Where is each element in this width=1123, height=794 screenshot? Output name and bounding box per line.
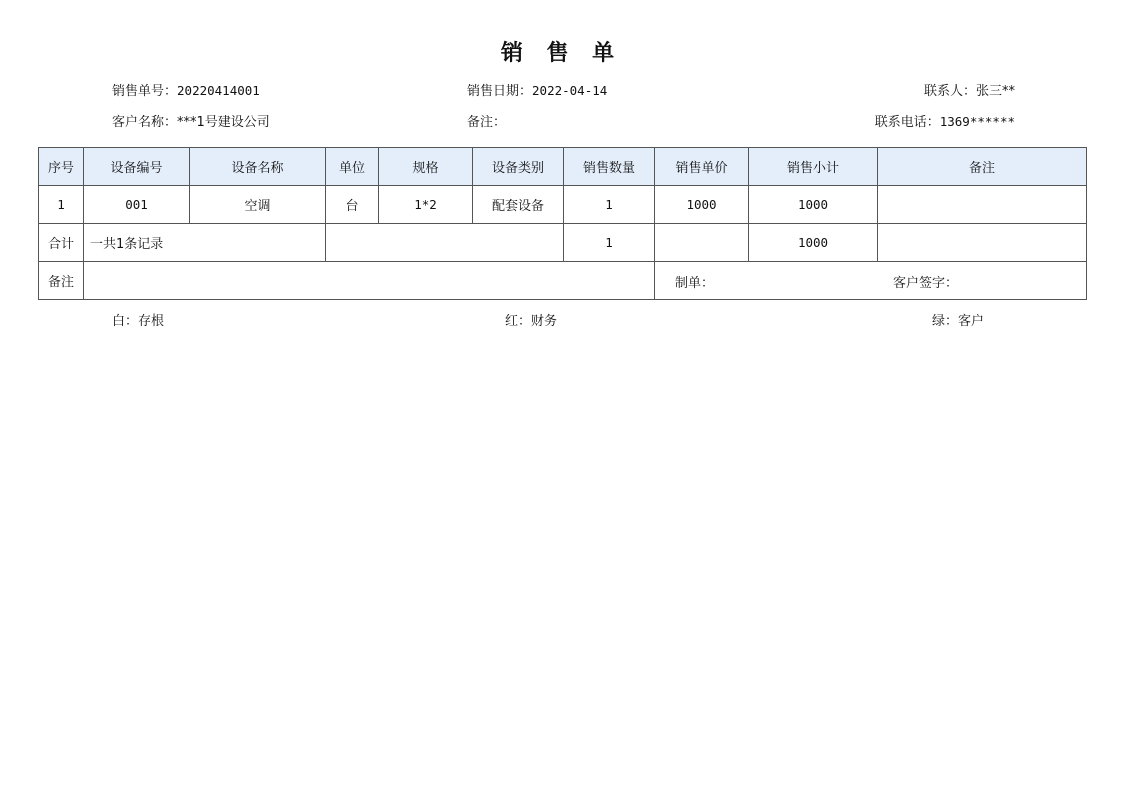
sale-date-field (467, 80, 607, 99)
total-price-empty (655, 224, 749, 262)
signature-cell (655, 262, 1087, 300)
column-header: 设备名称 (190, 148, 326, 186)
cell-subtotal: 1000 (749, 186, 878, 224)
customer-value: ***1号建设公司 (177, 115, 270, 130)
cell-category: 配套设备 (473, 186, 564, 224)
cell-remark (878, 186, 1087, 224)
column-header: 备注 (878, 148, 1087, 186)
table-row (39, 186, 1087, 224)
copy-red-note: 红：财务 (505, 314, 558, 329)
column-header: 序号 (39, 148, 84, 186)
contact-label: 联系人： (923, 84, 976, 99)
total-label: 合计 (39, 224, 84, 262)
remark-row-content (84, 262, 655, 300)
cell-unit: 台 (326, 186, 379, 224)
copy-green-note: 绿：客户 (932, 314, 985, 329)
remark-row-label: 备注 (39, 262, 84, 300)
sale-date-label: 销售日期： (467, 84, 533, 99)
phone-label: 联系电话： (874, 115, 940, 130)
customer-signature-label: 客户签字： (893, 276, 959, 291)
table-header-row (39, 148, 1087, 186)
contact-field (924, 80, 1015, 99)
remark-field (467, 111, 506, 130)
cell-name: 空调 (190, 186, 326, 224)
column-header: 销售数量 (564, 148, 655, 186)
cell-index: 1 (39, 186, 84, 224)
cell-spec: 1*2 (379, 186, 473, 224)
order-number-value: 20220414001 (177, 83, 260, 98)
copy-white-note: 白：存根 (112, 314, 165, 329)
phone-value: 1369****** (939, 114, 1015, 129)
cell-code: 001 (84, 186, 190, 224)
column-header: 设备编号 (84, 148, 190, 186)
total-row (39, 224, 1087, 262)
column-header: 销售单价 (655, 148, 749, 186)
sale-date-value: 2022-04-14 (532, 83, 608, 98)
column-header: 设备类别 (473, 148, 564, 186)
cell-qty: 1 (564, 186, 655, 224)
total-subtotal: 1000 (749, 224, 878, 262)
customer-field (112, 111, 270, 130)
cell-price: 1000 (655, 186, 749, 224)
total-records: 一共1条记录 (84, 224, 326, 262)
total-qty: 1 (564, 224, 655, 262)
customer-label: 客户名称： (112, 115, 178, 130)
column-header: 单位 (326, 148, 379, 186)
maker-label: 制单： (675, 276, 715, 291)
total-empty-cell (326, 224, 564, 262)
remark-label: 备注： (467, 115, 507, 130)
phone-field (875, 111, 1015, 130)
contact-value: 张三** (975, 84, 1015, 99)
column-header: 销售小计 (749, 148, 878, 186)
order-number-field (112, 80, 260, 99)
total-remark-empty (878, 224, 1087, 262)
document-title: 销 售 单 (500, 41, 623, 66)
order-number-label: 销售单号： (112, 84, 178, 99)
column-header: 规格 (379, 148, 473, 186)
